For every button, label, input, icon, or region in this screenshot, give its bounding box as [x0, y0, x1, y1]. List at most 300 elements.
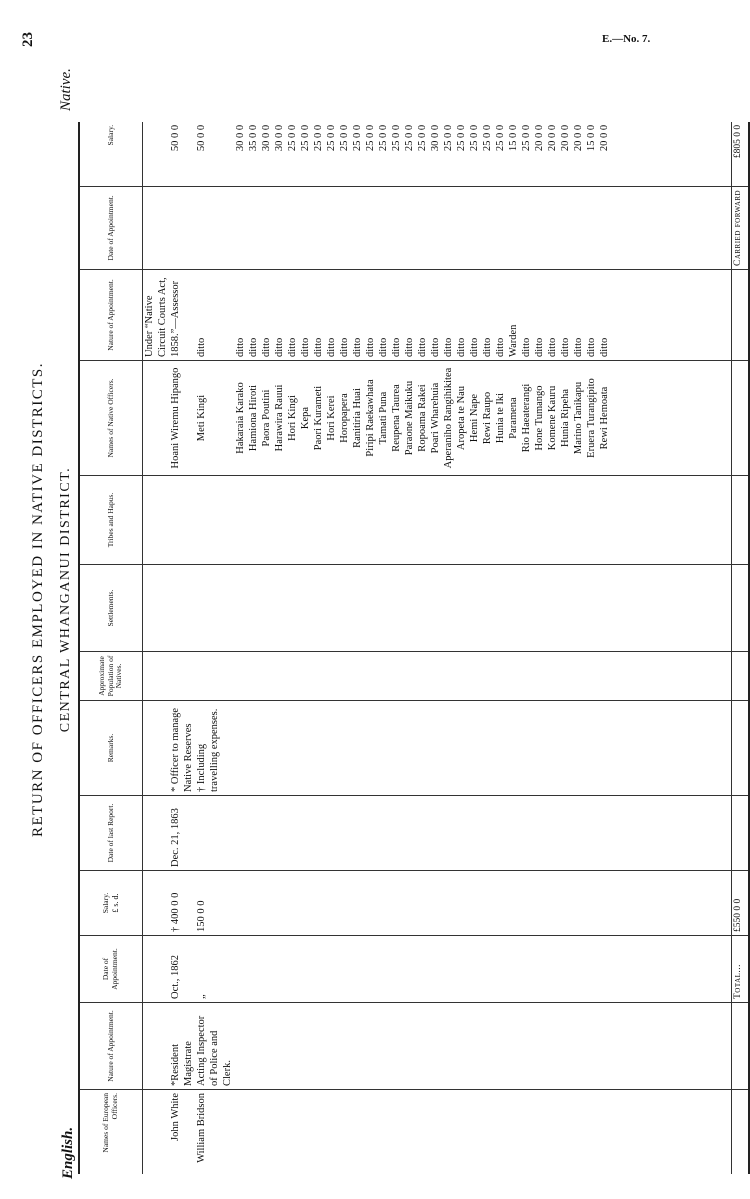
european-salary — [390, 871, 403, 936]
population-cell — [169, 652, 195, 701]
population-cell — [351, 652, 364, 701]
table-row — [351, 122, 364, 1174]
european-officer-name — [273, 1090, 286, 1175]
european-appointment — [572, 1003, 585, 1090]
european-date — [494, 936, 507, 1003]
native-salary: 20 0 0 — [546, 122, 559, 187]
population-cell — [429, 652, 442, 701]
tribes-cell — [260, 476, 273, 565]
settlements-cell — [572, 565, 585, 652]
native-date — [455, 186, 468, 269]
native-appointment: ditto — [299, 270, 312, 361]
european-salary — [585, 871, 598, 936]
native-salary: 25 0 0 — [416, 122, 429, 187]
table-row — [156, 122, 169, 1174]
native-date — [403, 186, 416, 269]
table-row — [429, 122, 442, 1174]
european-last-report — [494, 796, 507, 871]
european-remarks — [598, 701, 611, 796]
population-cell — [455, 652, 468, 701]
population-cell — [195, 652, 234, 701]
european-date — [559, 936, 572, 1003]
tribes-cell — [598, 476, 611, 565]
european-remarks — [364, 701, 377, 796]
filler-cell — [611, 1003, 732, 1090]
table-row — [520, 122, 533, 1174]
european-last-report — [325, 796, 338, 871]
filler-cell — [611, 122, 732, 187]
european-salary — [273, 871, 286, 936]
european-remarks — [234, 701, 247, 796]
tribes-cell — [273, 476, 286, 565]
native-officer-name: Marino Tanikapu — [572, 361, 585, 476]
col-salary-label: Salary. — [101, 892, 111, 914]
population-cell — [533, 652, 546, 701]
native-date — [338, 186, 351, 269]
settlements-cell — [247, 565, 260, 652]
native-appointment: Under “Native — [143, 270, 157, 361]
european-officer-name — [299, 1090, 312, 1175]
european-appointment — [533, 1003, 546, 1090]
native-date — [260, 186, 273, 269]
european-last-report — [455, 796, 468, 871]
european-officer-name — [481, 1090, 494, 1175]
european-last-report — [156, 796, 169, 871]
native-appointment: ditto — [351, 270, 364, 361]
european-appointment — [416, 1003, 429, 1090]
native-salary: 15 0 0 — [585, 122, 598, 187]
european-appointment: *Resident Magistrate — [169, 1003, 195, 1090]
european-date — [507, 936, 520, 1003]
european-appointment — [520, 1003, 533, 1090]
european-salary — [325, 871, 338, 936]
european-remarks — [273, 701, 286, 796]
filler-cell — [611, 565, 732, 652]
settlements-cell — [195, 565, 234, 652]
european-remarks — [520, 701, 533, 796]
european-officer-name — [533, 1090, 546, 1175]
tribes-cell — [520, 476, 533, 565]
european-salary — [429, 871, 442, 936]
european-salary — [234, 871, 247, 936]
col-native-salary: Salary. — [79, 122, 143, 187]
european-appointment — [585, 1003, 598, 1090]
european-remarks — [546, 701, 559, 796]
european-date — [273, 936, 286, 1003]
european-remarks — [390, 701, 403, 796]
tribes-cell — [403, 476, 416, 565]
population-cell — [364, 652, 377, 701]
native-date — [559, 186, 572, 269]
native-officer-name: Komene Kauru — [546, 361, 559, 476]
population-cell — [390, 652, 403, 701]
population-cell — [312, 652, 325, 701]
european-officer-name — [325, 1090, 338, 1175]
european-date — [546, 936, 559, 1003]
table-body — [143, 122, 750, 1174]
native-date — [533, 186, 546, 269]
european-date — [429, 936, 442, 1003]
native-officer-name: Hori Kingi — [286, 361, 299, 476]
native-appointment: ditto — [260, 270, 273, 361]
native-appointment: ditto — [494, 270, 507, 361]
native-appointment: ditto — [416, 270, 429, 361]
native-date — [416, 186, 429, 269]
table-row — [338, 122, 351, 1174]
european-appointment: Acting Inspector of Police and Clerk. — [195, 1003, 234, 1090]
tribes-cell — [442, 476, 455, 565]
european-date — [260, 936, 273, 1003]
native-appointment: ditto — [481, 270, 494, 361]
table-row — [481, 122, 494, 1174]
european-officer-name — [494, 1090, 507, 1175]
native-officer-name: Hoani Wiremu Hipango — [169, 361, 195, 476]
native-officer-name: Eruera Turangipito — [585, 361, 598, 476]
native-appointment: ditto — [325, 270, 338, 361]
native-officer-name: Hori Kerei — [325, 361, 338, 476]
settlements-cell — [260, 565, 273, 652]
native-officer-name: Hone Tumango — [533, 361, 546, 476]
european-remarks — [299, 701, 312, 796]
native-appointment: ditto — [364, 270, 377, 361]
european-salary — [286, 871, 299, 936]
european-officer-name — [377, 1090, 390, 1175]
settlements-cell — [585, 565, 598, 652]
filler-cell — [611, 701, 732, 796]
european-officer-name — [338, 1090, 351, 1175]
english-section-heading: English. — [60, 1126, 76, 1179]
native-date — [156, 186, 169, 269]
tribes-cell — [312, 476, 325, 565]
tribes-cell — [533, 476, 546, 565]
native-appointment: ditto — [234, 270, 247, 361]
settlements-cell — [455, 565, 468, 652]
total-empty-cell — [732, 476, 750, 565]
tribes-cell — [507, 476, 520, 565]
settlements-cell — [429, 565, 442, 652]
population-cell — [598, 652, 611, 701]
col-date-last-report: Date of last Report. — [79, 796, 143, 871]
filler-cell — [611, 476, 732, 565]
native-officer-name: Poari Wharehuia — [429, 361, 442, 476]
filler-cell — [611, 652, 732, 701]
european-date — [377, 936, 390, 1003]
native-date — [312, 186, 325, 269]
european-salary — [559, 871, 572, 936]
settlements-cell — [390, 565, 403, 652]
tribes-cell — [481, 476, 494, 565]
european-last-report — [403, 796, 416, 871]
native-appointment: ditto — [403, 270, 416, 361]
settlements-cell — [156, 565, 169, 652]
european-appointment — [481, 1003, 494, 1090]
native-salary: 25 0 0 — [338, 122, 351, 187]
settlements-cell — [598, 565, 611, 652]
european-remarks — [286, 701, 299, 796]
native-appointment: ditto — [533, 270, 546, 361]
native-appointment: ditto — [247, 270, 260, 361]
population-cell — [234, 652, 247, 701]
tribes-cell — [169, 476, 195, 565]
col-nature-of-appointment: Nature of Appointment. — [79, 1003, 143, 1090]
native-salary: 50 0 0 — [169, 122, 195, 187]
table-row — [546, 122, 559, 1174]
tribes-cell — [494, 476, 507, 565]
native-salary: 20 0 0 — [598, 122, 611, 187]
native-salary: 25 0 0 — [286, 122, 299, 187]
european-last-report — [481, 796, 494, 871]
table-row — [403, 122, 416, 1174]
settlements-cell — [468, 565, 481, 652]
native-date — [572, 186, 585, 269]
table-row — [312, 122, 325, 1174]
native-appointment: ditto — [286, 270, 299, 361]
total-empty-cell — [732, 796, 750, 871]
european-officer-name — [156, 1090, 169, 1175]
district-subtitle: CENTRAL WHANGANUI DISTRICT. — [58, 466, 73, 733]
settlements-cell — [234, 565, 247, 652]
native-officer-name: Ranitiria Huai — [351, 361, 364, 476]
european-salary — [546, 871, 559, 936]
population-cell — [507, 652, 520, 701]
native-appointment: Warden — [507, 270, 520, 361]
native-salary: 25 0 0 — [299, 122, 312, 187]
european-officer-name — [455, 1090, 468, 1175]
table-row — [299, 122, 312, 1174]
european-date — [247, 936, 260, 1003]
settlements-cell — [546, 565, 559, 652]
native-total-value: £805 0 0 — [732, 122, 750, 187]
col-salary — [79, 871, 143, 936]
european-appointment — [559, 1003, 572, 1090]
tribes-cell — [429, 476, 442, 565]
tribes-cell — [299, 476, 312, 565]
native-salary: 50 0 0 — [195, 122, 234, 187]
population-cell — [494, 652, 507, 701]
european-remarks — [442, 701, 455, 796]
page-title: RETURN OF OFFICERS EMPLOYED IN NATIVE DISTRICTS. — [30, 362, 46, 837]
european-appointment — [468, 1003, 481, 1090]
table-row — [364, 122, 377, 1174]
european-remarks — [143, 701, 157, 796]
european-date — [468, 936, 481, 1003]
native-officer-name: Aperaniho Rangihikitea — [442, 361, 455, 476]
native-date — [195, 186, 234, 269]
european-date — [312, 936, 325, 1003]
european-remarks — [156, 701, 169, 796]
col-population: Approximate Population of Natives. — [79, 652, 143, 701]
population-cell — [143, 652, 157, 701]
filler-cell — [611, 270, 732, 361]
tribes-cell — [325, 476, 338, 565]
european-date — [416, 936, 429, 1003]
page-number: 23 — [20, 32, 36, 47]
native-salary: 30 0 0 — [429, 122, 442, 187]
native-salary: 20 0 0 — [533, 122, 546, 187]
settlements-cell — [169, 565, 195, 652]
native-date — [143, 186, 157, 269]
population-cell — [377, 652, 390, 701]
european-last-report — [468, 796, 481, 871]
european-last-report — [442, 796, 455, 871]
european-remarks — [533, 701, 546, 796]
native-salary: 30 0 0 — [273, 122, 286, 187]
european-appointment — [429, 1003, 442, 1090]
native-date — [299, 186, 312, 269]
native-officer-name — [143, 361, 157, 476]
european-remarks — [429, 701, 442, 796]
european-appointment — [286, 1003, 299, 1090]
native-salary — [156, 122, 169, 187]
tribes-cell — [364, 476, 377, 565]
european-last-report — [195, 796, 234, 871]
european-last-report — [351, 796, 364, 871]
european-salary — [351, 871, 364, 936]
native-date — [442, 186, 455, 269]
european-remarks — [507, 701, 520, 796]
native-salary: 35 0 0 — [247, 122, 260, 187]
table-row — [442, 122, 455, 1174]
population-cell — [481, 652, 494, 701]
european-last-report — [585, 796, 598, 871]
european-officer-name: William Bridson — [196, 1093, 207, 1163]
native-appointment: ditto — [455, 270, 468, 361]
col-native-date: Date of Appointment. — [79, 186, 143, 269]
european-appointment — [351, 1003, 364, 1090]
settlements-cell — [559, 565, 572, 652]
table-row — [273, 122, 286, 1174]
settlements-cell — [143, 565, 157, 652]
european-last-report — [273, 796, 286, 871]
european-last-report — [546, 796, 559, 871]
native-salary: 30 0 0 — [260, 122, 273, 187]
european-appointment — [143, 1003, 157, 1090]
filler-cell — [611, 936, 732, 1003]
native-salary: 25 0 0 — [364, 122, 377, 187]
table-row — [559, 122, 572, 1174]
native-officer-name: Meti Kingi — [195, 361, 234, 476]
european-salary — [299, 871, 312, 936]
european-last-report — [507, 796, 520, 871]
european-date — [403, 936, 416, 1003]
european-appointment — [377, 1003, 390, 1090]
native-section-heading: Native. — [58, 68, 74, 111]
population-cell — [325, 652, 338, 701]
table-row — [598, 122, 611, 1174]
col-date-of-appointment: Date of Appointment. — [79, 936, 143, 1003]
european-remarks — [494, 701, 507, 796]
filler-cell — [611, 871, 732, 936]
european-last-report — [533, 796, 546, 871]
european-appointment — [325, 1003, 338, 1090]
european-last-report — [143, 796, 157, 871]
european-last-report — [234, 796, 247, 871]
total-empty-cell — [732, 1003, 750, 1090]
european-officer-name — [416, 1090, 429, 1175]
population-cell — [468, 652, 481, 701]
native-date — [351, 186, 364, 269]
col-tribes: Tribes and Hapus. — [79, 476, 143, 565]
native-salary: 20 0 0 — [572, 122, 585, 187]
native-officer-name: Paora Poutini — [260, 361, 273, 476]
table-row — [585, 122, 598, 1174]
document-code: E.—No. 7. — [602, 33, 651, 45]
european-remarks — [572, 701, 585, 796]
european-date — [572, 936, 585, 1003]
settlements-cell — [351, 565, 364, 652]
native-appointment: ditto — [273, 270, 286, 361]
european-appointment — [247, 1003, 260, 1090]
total-empty-cell — [732, 1090, 750, 1175]
native-officer-name: Rio Haeaterangi — [520, 361, 533, 476]
european-officer-name — [234, 1090, 247, 1175]
native-appointment: ditto — [585, 270, 598, 361]
european-salary — [468, 871, 481, 936]
tribes-cell — [416, 476, 429, 565]
european-remarks — [481, 701, 494, 796]
european-last-report — [520, 796, 533, 871]
tribes-cell — [559, 476, 572, 565]
settlements-cell — [507, 565, 520, 652]
european-officer-name — [520, 1090, 533, 1175]
tribes-cell — [546, 476, 559, 565]
european-appointment — [403, 1003, 416, 1090]
tribes-cell — [143, 476, 157, 565]
native-officer-name: Hunia Ripeha — [559, 361, 572, 476]
european-remarks — [338, 701, 351, 796]
european-last-report — [364, 796, 377, 871]
european-salary — [247, 871, 260, 936]
filler-cell — [611, 361, 732, 476]
european-salary — [455, 871, 468, 936]
native-date — [364, 186, 377, 269]
settlements-cell — [520, 565, 533, 652]
european-appointment — [507, 1003, 520, 1090]
native-salary: 25 0 0 — [312, 122, 325, 187]
native-officer-name: Reupena Taurea — [390, 361, 403, 476]
european-officer-name — [260, 1090, 273, 1175]
european-remarks — [325, 701, 338, 796]
native-salary: 15 0 0 — [507, 122, 520, 187]
native-officer-name: Hamiona Hiroti — [247, 361, 260, 476]
european-remarks — [377, 701, 390, 796]
native-date — [247, 186, 260, 269]
european-total-value: £550 0 0 — [732, 871, 750, 936]
european-officer-name — [429, 1090, 442, 1175]
table-row — [325, 122, 338, 1174]
european-officer-name: John White — [170, 1093, 181, 1141]
native-officer-name: Piripi Raekawhata — [364, 361, 377, 476]
native-salary — [143, 122, 157, 187]
population-cell — [247, 652, 260, 701]
filler-cell — [611, 1090, 732, 1175]
population-cell — [416, 652, 429, 701]
european-salary — [338, 871, 351, 936]
tribes-cell — [455, 476, 468, 565]
european-remarks — [559, 701, 572, 796]
native-date — [494, 186, 507, 269]
native-appointment: ditto — [195, 270, 234, 361]
european-last-report — [312, 796, 325, 871]
native-officer-name: Hemi Nape — [468, 361, 481, 476]
european-salary — [572, 871, 585, 936]
col-settlements: Settlements. — [79, 565, 143, 652]
total-empty-cell — [732, 565, 750, 652]
native-salary: 25 0 0 — [520, 122, 533, 187]
european-last-report: Dec. 21, 1863 — [169, 796, 195, 871]
european-date — [286, 936, 299, 1003]
native-officer-name: Paraone Maikuku — [403, 361, 416, 476]
